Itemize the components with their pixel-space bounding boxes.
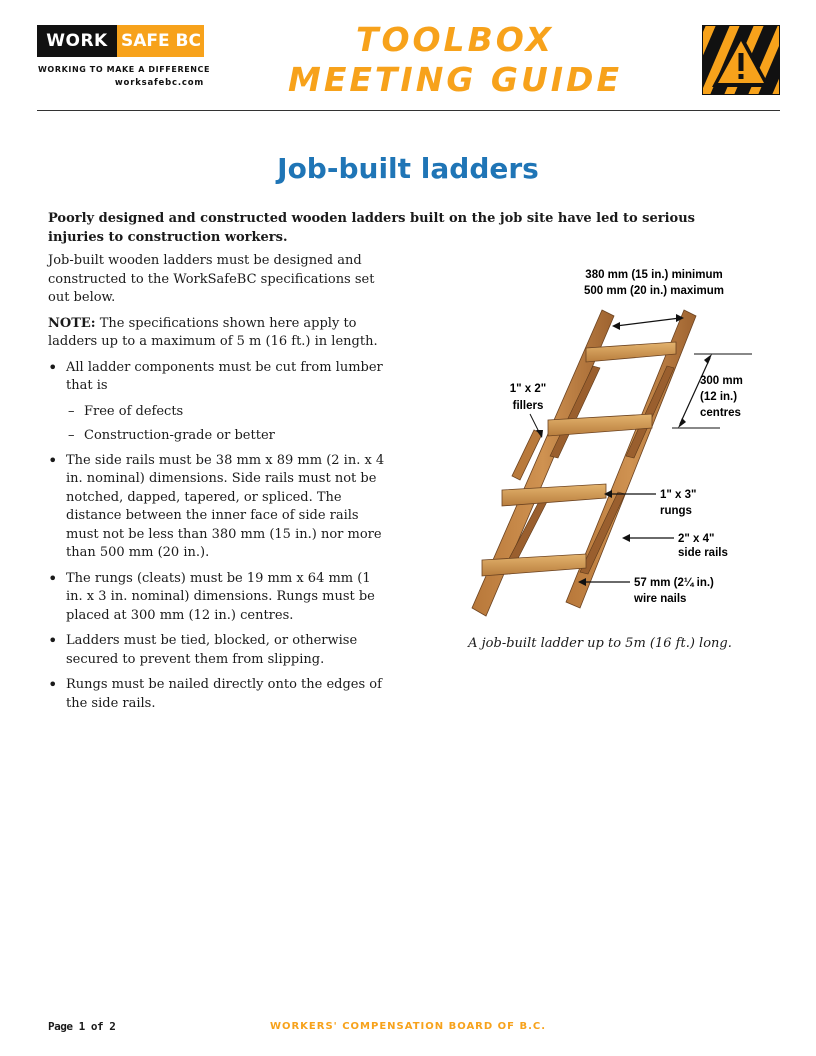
list-item: • Rungs must be nailed directly onto the edges of the side rails. — [48, 676, 388, 713]
note-text: The specifications shown here apply to ladders up to a maximum of 5 m (16 ft.) in length. — [48, 315, 378, 349]
logo-safebc: SAFE BC — [121, 31, 201, 51]
spec-list — [48, 359, 388, 714]
label-rails-line1: 2" x 4" — [678, 533, 715, 545]
filler — [580, 492, 625, 574]
label-width-line2: 500 mm (20 in.) maximum — [584, 285, 724, 297]
list-item: • The side rails must be 38 mm x 89 mm (2 in. x 4 in. nominal) dimensions. Side rails must not be notched, dapped, tapered, or spliced. The distance between the inner face of side rails must not be less than 380 mm (15 in.) nor more than 500 mm (20 in.). — [48, 452, 388, 563]
body-paragraph: Job-built wooden ladders must be designed and constructed to the WorkSafeBC specifications set out below. — [48, 253, 375, 305]
logo-work: WORK — [37, 25, 117, 57]
sub-list-item: – Construction-grade or better — [48, 427, 388, 446]
sub-list-item: – Free of defects — [48, 403, 388, 422]
guide-title-line2: MEETING GUIDE — [287, 60, 622, 99]
body-column — [48, 252, 388, 720]
note-paragraph — [48, 315, 388, 352]
ladder-illustration — [430, 258, 770, 628]
warning-triangle-icon — [702, 25, 780, 95]
list-item: • Ladders must be tied, blocked, or otherwise secured to prevent them from slipping. — [48, 632, 388, 669]
list-item: • All ladder components must be cut from lumber that is — [48, 359, 388, 396]
logo-tagline: WORKING TO MAKE A DIFFERENCE — [38, 65, 211, 74]
intro-paragraph: Poorly designed and constructed wooden ladders built on the job site have led to serious injuries to construction workers. — [48, 211, 695, 245]
label-width-line1: 380 mm (15 in.) minimum — [585, 269, 723, 281]
figure-caption: A job-built ladder up to 5m (16 ft.) long. — [468, 636, 732, 651]
label-rungs-line2: rungs — [660, 505, 692, 517]
label-fillers-line1: 1" x 2" — [509, 383, 547, 395]
label-spacing-line1: 300 mm — [700, 375, 743, 387]
label-fillers-line2: fillers — [512, 400, 544, 412]
label-rails-line2: side rails — [678, 547, 728, 559]
label-spacing-line2: (12 in.) — [700, 391, 738, 403]
website-url: worksafebc.com — [114, 78, 204, 88]
header-divider — [37, 110, 780, 111]
document-title: Job-built ladders — [277, 152, 539, 185]
page-number: Page 1 of 2 — [48, 1020, 116, 1033]
label-nails-line2: wire nails — [634, 593, 687, 605]
guide-title — [240, 20, 670, 100]
guide-title-line1: TOOLBOX — [355, 20, 555, 59]
label-rungs-line1: 1" x 3" — [660, 489, 697, 501]
filler — [626, 366, 674, 458]
list-item: • The rungs (cleats) must be 19 mm x 64 mm (1 in. x 3 in. nominal) dimensions. Rungs must be placed at 300 mm (12 in.) centres. — [48, 570, 388, 626]
label-nails-line1: 57 mm (2¼ in.) — [634, 577, 714, 589]
note-label: NOTE: — [48, 315, 96, 331]
label-spacing-line3: centres — [700, 407, 741, 419]
footer-organization: WORKERS' COMPENSATION BOARD OF B.C. — [269, 1021, 547, 1032]
